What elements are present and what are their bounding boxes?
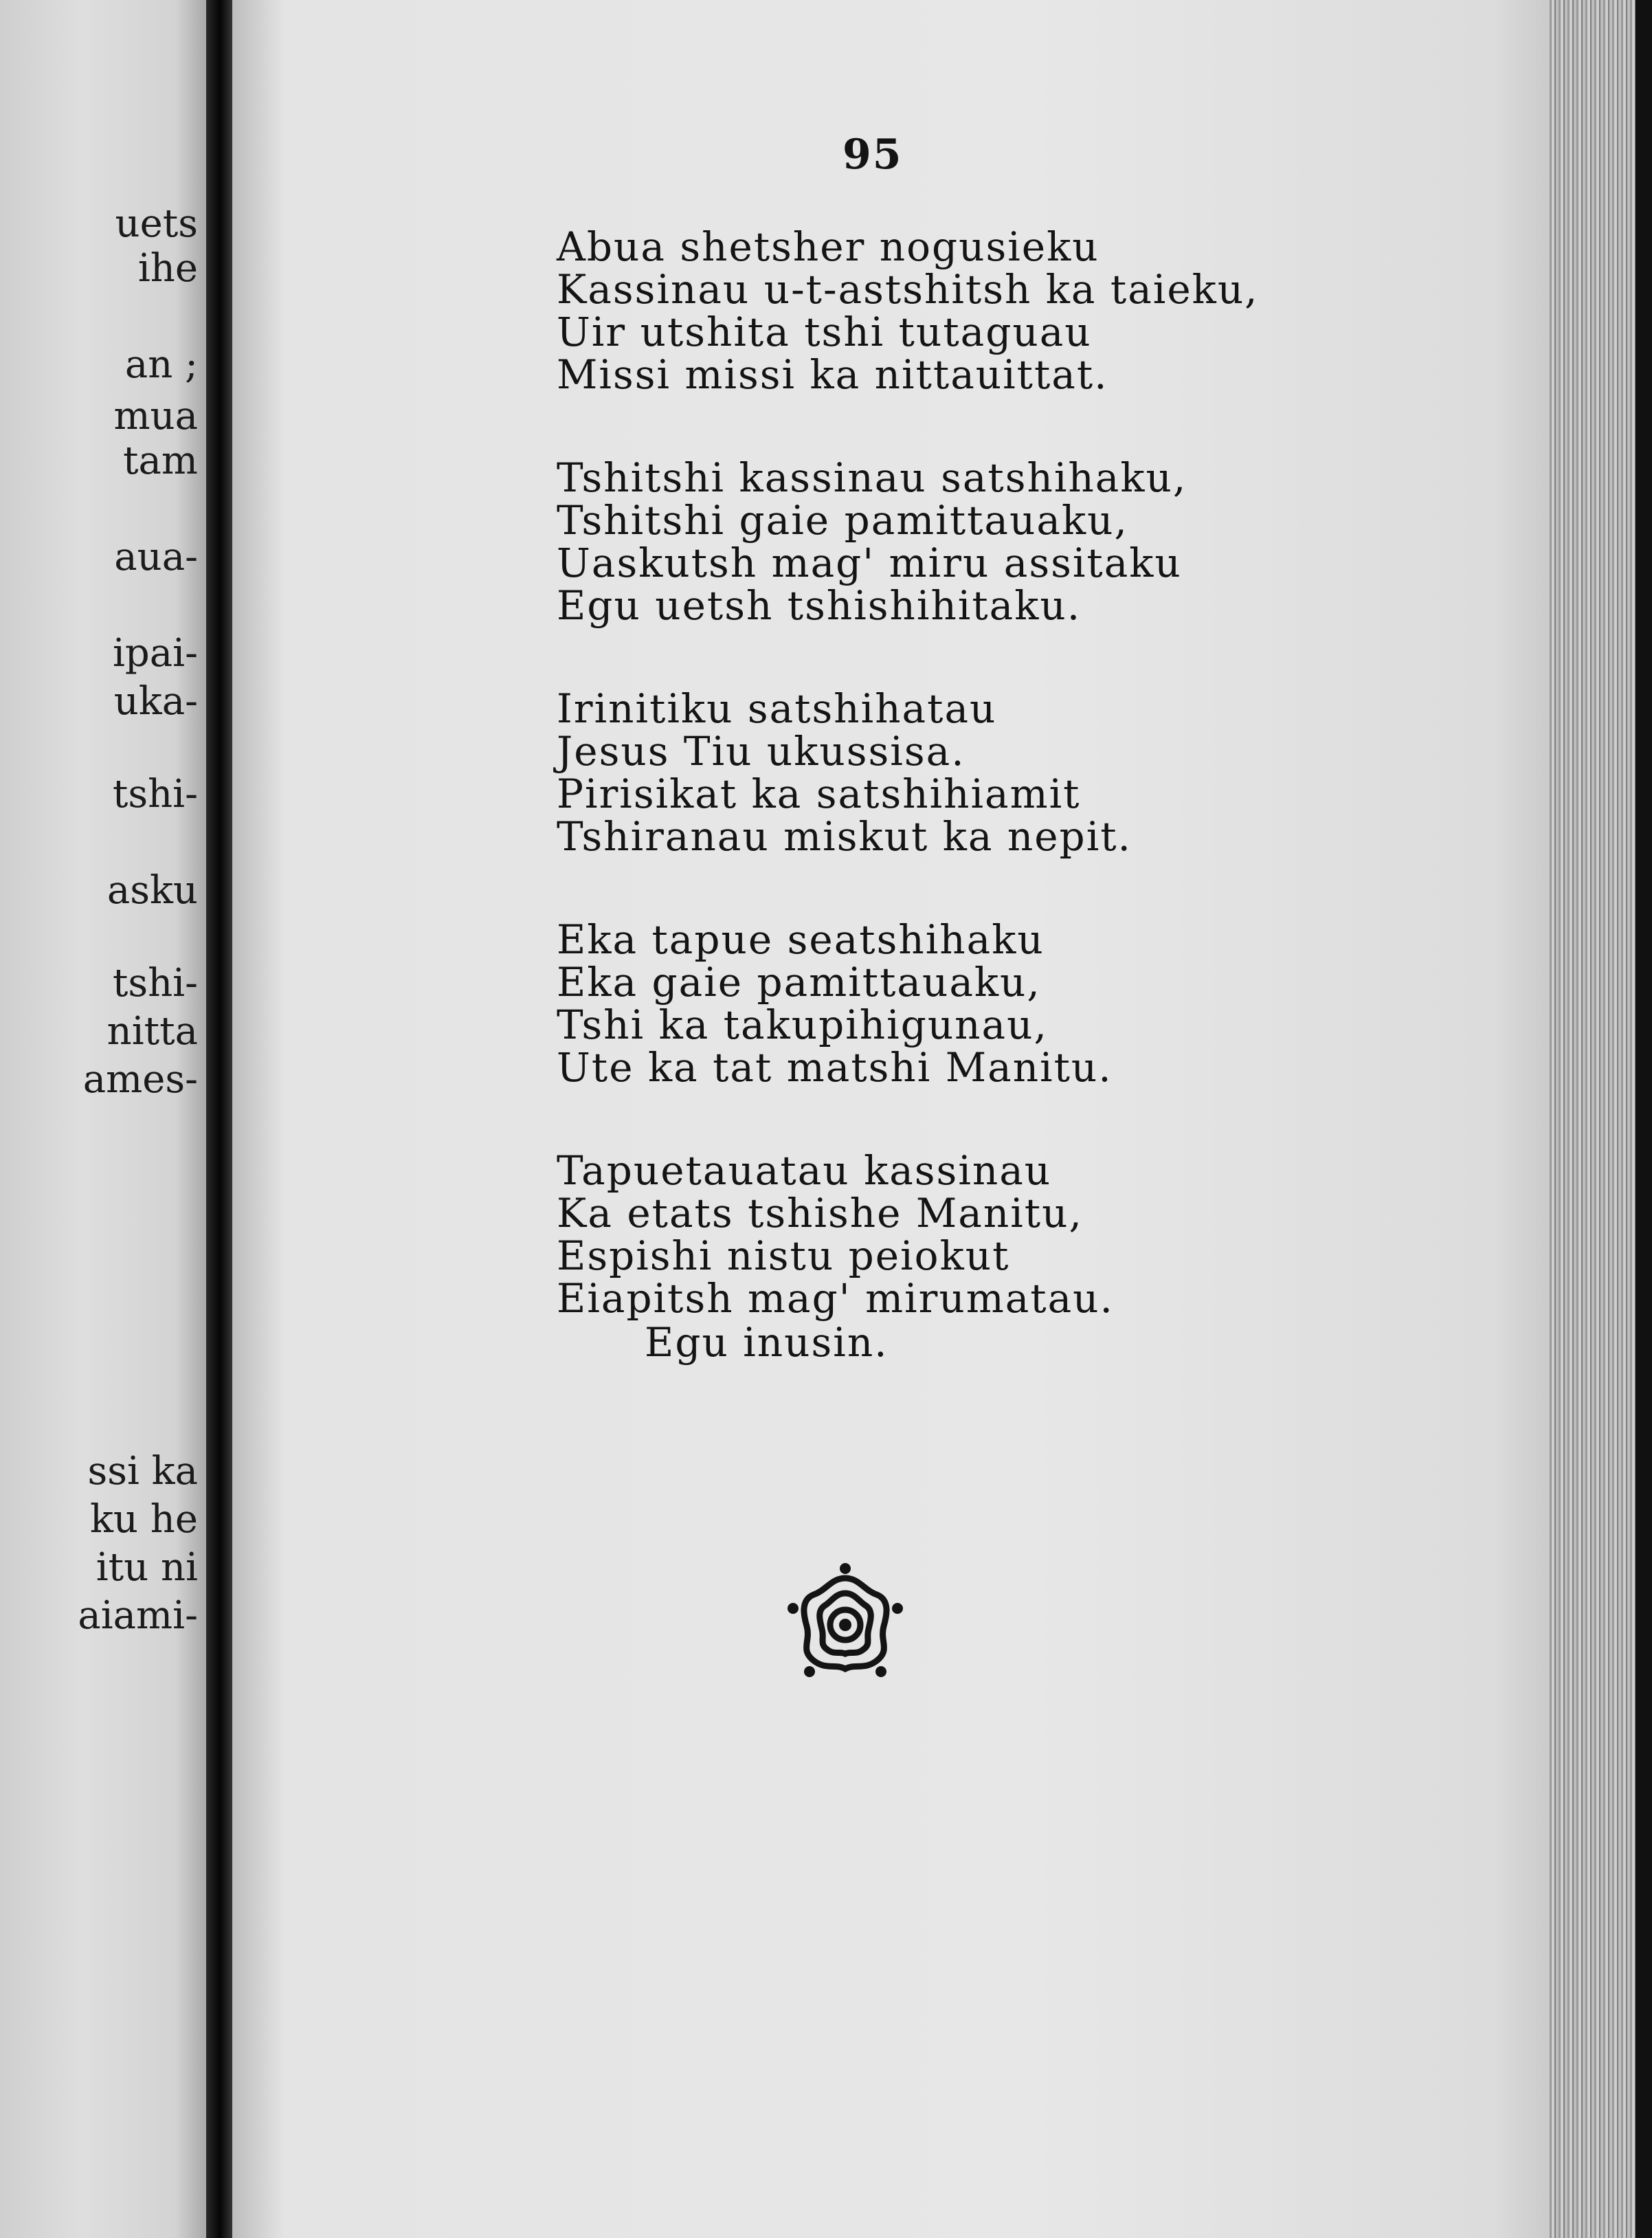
left-page-text-fragment: uka- xyxy=(113,679,198,724)
verse-line: Tshitshi kassinau satshihaku, xyxy=(557,454,1187,501)
verse-line: Ka etats tshishe Manitu, xyxy=(557,1190,1083,1237)
left-page-text-fragment: an ; xyxy=(124,342,198,387)
left-page-text-fragment: aiami- xyxy=(78,1593,198,1638)
verse-line: Jesus Tiu ukussisa. xyxy=(557,728,965,775)
left-page-text-fragment: nitta xyxy=(107,1009,198,1054)
stanza xyxy=(557,918,1519,1089)
verse-line: Tshitshi gaie pamittauaku, xyxy=(557,497,1128,544)
verse-line: Missi missi ka nittauittat. xyxy=(557,351,1108,398)
left-page-text-fragment: ku he xyxy=(89,1497,198,1542)
left-page-text-fragment: ssi ka xyxy=(87,1449,198,1494)
verse-line: Kassinau u-t-astshitsh ka taieku, xyxy=(557,266,1259,313)
hymn-text xyxy=(557,225,1519,1364)
verse-line: Pirisikat ka satshihiamit xyxy=(557,771,1081,817)
verse-line: Eka tapue seatshihaku xyxy=(557,916,1045,963)
verse-line: Abua shetsher nogusieku xyxy=(557,223,1100,270)
scan-border xyxy=(1636,0,1652,2238)
page-edges xyxy=(1550,0,1646,2238)
verse-line: Eiapitsh mag' mirumatau. xyxy=(557,1275,1114,1322)
book-gutter xyxy=(206,0,234,2238)
stanza xyxy=(557,687,1519,858)
left-page-text-fragment: asku xyxy=(107,868,198,913)
verse-line: Espishi nistu peiokut xyxy=(557,1232,1010,1279)
left-page-text-fragment: itu ni xyxy=(96,1545,198,1590)
stanza xyxy=(557,225,1519,396)
left-page-text-fragment: tshi- xyxy=(112,961,198,1006)
verse-line: Tapuetauatau kassinau xyxy=(557,1147,1052,1194)
left-page-text-fragment: aua- xyxy=(114,535,198,579)
verse-line: Tshiranau miskut ka nepit. xyxy=(557,813,1132,860)
verse-line: Irinitiku satshihatau xyxy=(557,685,997,732)
left-page-text-fragment: uets xyxy=(115,201,198,246)
verse-line: Egu uetsh tshishihitaku. xyxy=(557,582,1082,629)
stanza xyxy=(557,1149,1519,1320)
left-page-text-fragment: tam xyxy=(123,439,198,483)
stanza xyxy=(557,456,1519,627)
left-page-text-fragment: mua xyxy=(113,394,198,439)
verse-line: Tshi ka takupihigunau, xyxy=(557,1001,1048,1048)
left-page-text-fragment: ihe xyxy=(137,246,198,291)
verse-line: Eka gaie pamittauaku, xyxy=(557,959,1041,1006)
verse-line: Ute ka tat matshi Manitu. xyxy=(557,1044,1113,1091)
left-page-text-fragment: ames- xyxy=(82,1057,198,1102)
verse-line: Uaskutsh mag' miru assitaku xyxy=(557,540,1182,586)
page-number: 95 xyxy=(842,131,903,179)
closing-line: Egu inusin. xyxy=(645,1319,889,1366)
left-page xyxy=(0,0,206,2238)
left-page-text-fragment: ipai- xyxy=(113,631,198,676)
verse-line: Uir utshita tshi tutaguau xyxy=(557,309,1092,355)
left-page-text-fragment: tshi- xyxy=(112,772,198,817)
floral-ornament-icon xyxy=(783,1560,907,1684)
